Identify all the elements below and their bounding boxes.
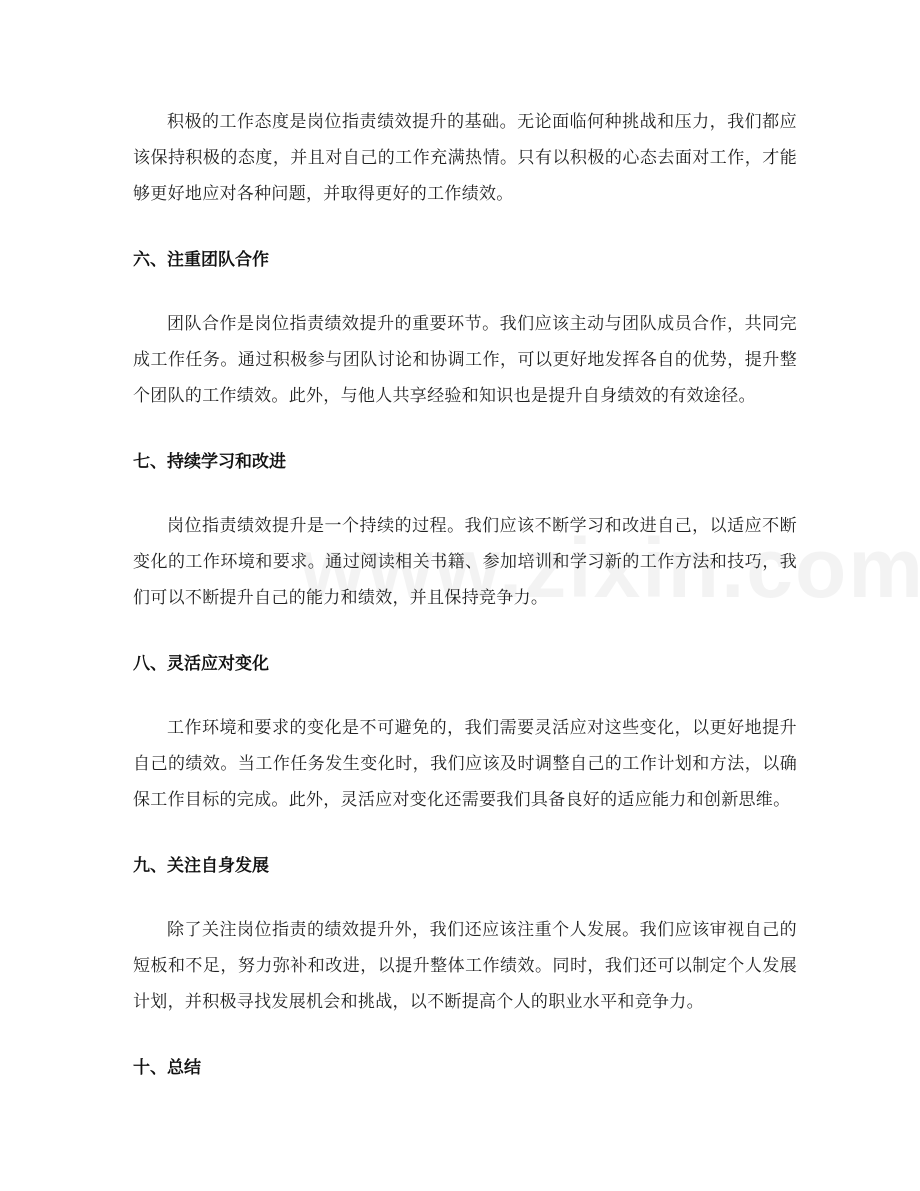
- document-body: [133, 104, 797, 1086]
- heading-section-8: 八、灵活应对变化: [133, 654, 269, 674]
- paragraph-section-6: 团队合作是岗位指责绩效提升的重要环节。我们应该主动与团队成员合作，共同完成工作任务。通过积极参与团队讨论和协调工作，可以更好地发挥各自的优势，提升整个团队的工作绩效。此外，与他人共享经验和知识也是提升自身绩效的有效途径。: [133, 314, 797, 406]
- paragraph-section-9: 除了关注岗位指责的绩效提升外，我们还应该注重个人发展。我们应该审视自己的短板和不足，努力弥补和改进，以提升整体工作绩效。同时，我们还可以制定个人发展计划，并积极寻找发展机会和挑战，以不断提高个人的职业水平和竞争力。: [133, 920, 797, 1012]
- paragraph-section-7: 岗位指责绩效提升是一个持续的过程。我们应该不断学习和改进自己，以适应不断变化的工作环境和要求。通过阅读相关书籍、参加培训和学习新的工作方法和技巧，我们可以不断提升自己的能力和绩效，并且保持竞争力。: [133, 516, 797, 608]
- heading-section-7: 七、持续学习和改进: [133, 452, 286, 472]
- paragraph-intro: 积极的工作态度是岗位指责绩效提升的基础。无论面临何种挑战和压力，我们都应该保持积极的态度，并且对自己的工作充满热情。只有以积极的心态去面对工作，才能够更好地应对各种问题，并取得更好的工作绩效。: [133, 112, 797, 204]
- heading-section-6: 六、注重团队合作: [133, 250, 269, 270]
- paragraph-section-8: 工作环境和要求的变化是不可避免的，我们需要灵活应对这些变化，以更好地提升自己的绩效。当工作任务发生变化时，我们应该及时调整自己的工作计划和方法，以确保工作目标的完成。此外，灵活应对变化还需要我们具备良好的适应能力和创新思维。: [133, 718, 797, 810]
- heading-section-10: 十、总结: [133, 1058, 201, 1078]
- heading-section-9: 九、关注自身发展: [133, 856, 269, 876]
